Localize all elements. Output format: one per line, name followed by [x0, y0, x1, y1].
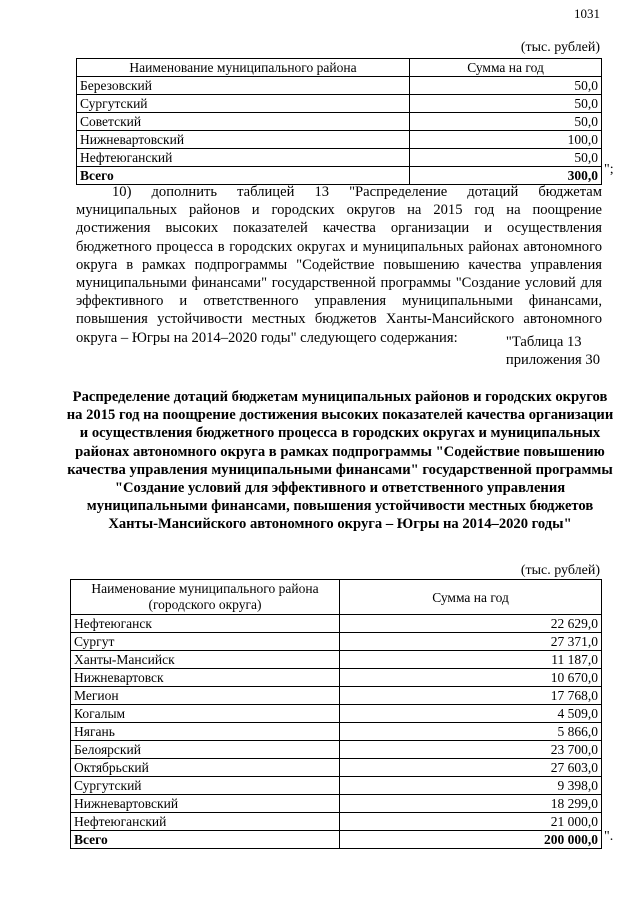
- table-row: [71, 669, 602, 687]
- district-name: Сургутский: [71, 777, 340, 795]
- amount-value: 9 398,0: [340, 777, 602, 795]
- total-label: Всего: [77, 167, 410, 185]
- district-name: Нефтеюганский: [71, 813, 340, 831]
- table-row: [71, 759, 602, 777]
- amount-value: 10 670,0: [340, 669, 602, 687]
- district-name: Нижневартовский: [71, 795, 340, 813]
- district-name: Советский: [77, 113, 410, 131]
- amount-value: 5 866,0: [340, 723, 602, 741]
- table-row: [77, 95, 602, 113]
- district-name: Нефтеюганск: [71, 615, 340, 633]
- amount-value: 22 629,0: [340, 615, 602, 633]
- table-reference-line2: приложения 30: [505, 352, 600, 368]
- table-title: Распределение дотаций бюджетам муниципальных районов и городских округов на 2015 год на поощрение достижения высоких показателей качества организации и осуществления бюджетного процесса в городских округах и муниципальных районах автономного округа в рамках подпрограммы "Содействие повышению качества управления муниципальными финансами" государственной программы "Создание условий для эффективного и ответственного управления муниципальными финансами, повышения устойчивости местных бюджетов Ханты-Мансийского автономного округа – Югры на 2014–2020 годы": [66, 389, 614, 533]
- district-name: Сургут: [71, 633, 340, 651]
- table1-unit: (тыс. рублей): [520, 40, 600, 55]
- amount-value: 18 299,0: [340, 795, 602, 813]
- page-number: 1031: [574, 6, 600, 21]
- amount-value: 23 700,0: [340, 741, 602, 759]
- total-row: [71, 831, 602, 849]
- table-row: [77, 113, 602, 131]
- table2-closing: ".: [604, 829, 614, 844]
- table2-unit: (тыс. рублей): [520, 563, 600, 578]
- amendment-paragraph: 10) дополнить таблицей 13 "Распределение дотаций бюджетам муниципальных районов и городских округов на 2015 год на поощрение достижения высоких показателей качества организации и осуществления бюджетного процесса в городских округах и муниципальных районах автономного округа в рамках подпрограммы "Содействие повышению качества управления муниципальными финансами" государственной программы "Создание условий для эффективного и ответственного управления муниципальными финансами, повышения устойчивости местных бюджетов Ханты-Мансийского автономного округа – Югры на 2014–2020 годы" следующего содержания:: [76, 184, 602, 346]
- amount-value: 27 603,0: [340, 759, 602, 777]
- table-reference: [506, 333, 600, 369]
- table-row: [77, 149, 602, 167]
- district-name: Нижневартовск: [71, 669, 340, 687]
- table2-header-name: Наименование муниципального района (городского округа): [71, 580, 340, 615]
- table-row: [71, 615, 602, 633]
- total-value: 300,0: [410, 167, 602, 185]
- district-name: Белоярский: [71, 741, 340, 759]
- table-row: [71, 705, 602, 723]
- table-row: [71, 741, 602, 759]
- table-row: [77, 77, 602, 95]
- district-name: Мегион: [71, 687, 340, 705]
- table1-closing: ";: [604, 162, 614, 177]
- table-row: [71, 777, 602, 795]
- amount-value: 50,0: [410, 113, 602, 131]
- district-name: Березовский: [77, 77, 410, 95]
- total-label: Всего: [71, 831, 340, 849]
- district-name: Октябрьский: [71, 759, 340, 777]
- amount-value: 50,0: [410, 149, 602, 167]
- amount-value: 27 371,0: [340, 633, 602, 651]
- amount-value: 4 509,0: [340, 705, 602, 723]
- district-name: Ханты-Мансийск: [71, 651, 340, 669]
- district-name: Сургутский: [77, 95, 410, 113]
- table-row: [71, 651, 602, 669]
- table-row: [71, 723, 602, 741]
- table-row: [71, 687, 602, 705]
- table2: [70, 579, 602, 849]
- amount-value: 11 187,0: [340, 651, 602, 669]
- table1-header-name: Наименование муниципального района: [77, 59, 410, 77]
- table1: [76, 58, 602, 185]
- amount-value: 50,0: [410, 77, 602, 95]
- total-value: 200 000,0: [340, 831, 602, 849]
- district-name: Когалым: [71, 705, 340, 723]
- district-name: Нягань: [71, 723, 340, 741]
- table-row: [71, 633, 602, 651]
- amount-value: 100,0: [410, 131, 602, 149]
- table-row: [71, 813, 602, 831]
- table2-header-sum: Сумма на год: [340, 580, 602, 615]
- total-row: [77, 167, 602, 185]
- table-reference-line1: "Таблица 13: [505, 334, 582, 350]
- amount-value: 21 000,0: [340, 813, 602, 831]
- table-row: [77, 131, 602, 149]
- district-name: Нижневартовский: [77, 131, 410, 149]
- table1-header-sum: Сумма на год: [410, 59, 602, 77]
- table-row: [71, 795, 602, 813]
- district-name: Нефтеюганский: [77, 149, 410, 167]
- amount-value: 17 768,0: [340, 687, 602, 705]
- amount-value: 50,0: [410, 95, 602, 113]
